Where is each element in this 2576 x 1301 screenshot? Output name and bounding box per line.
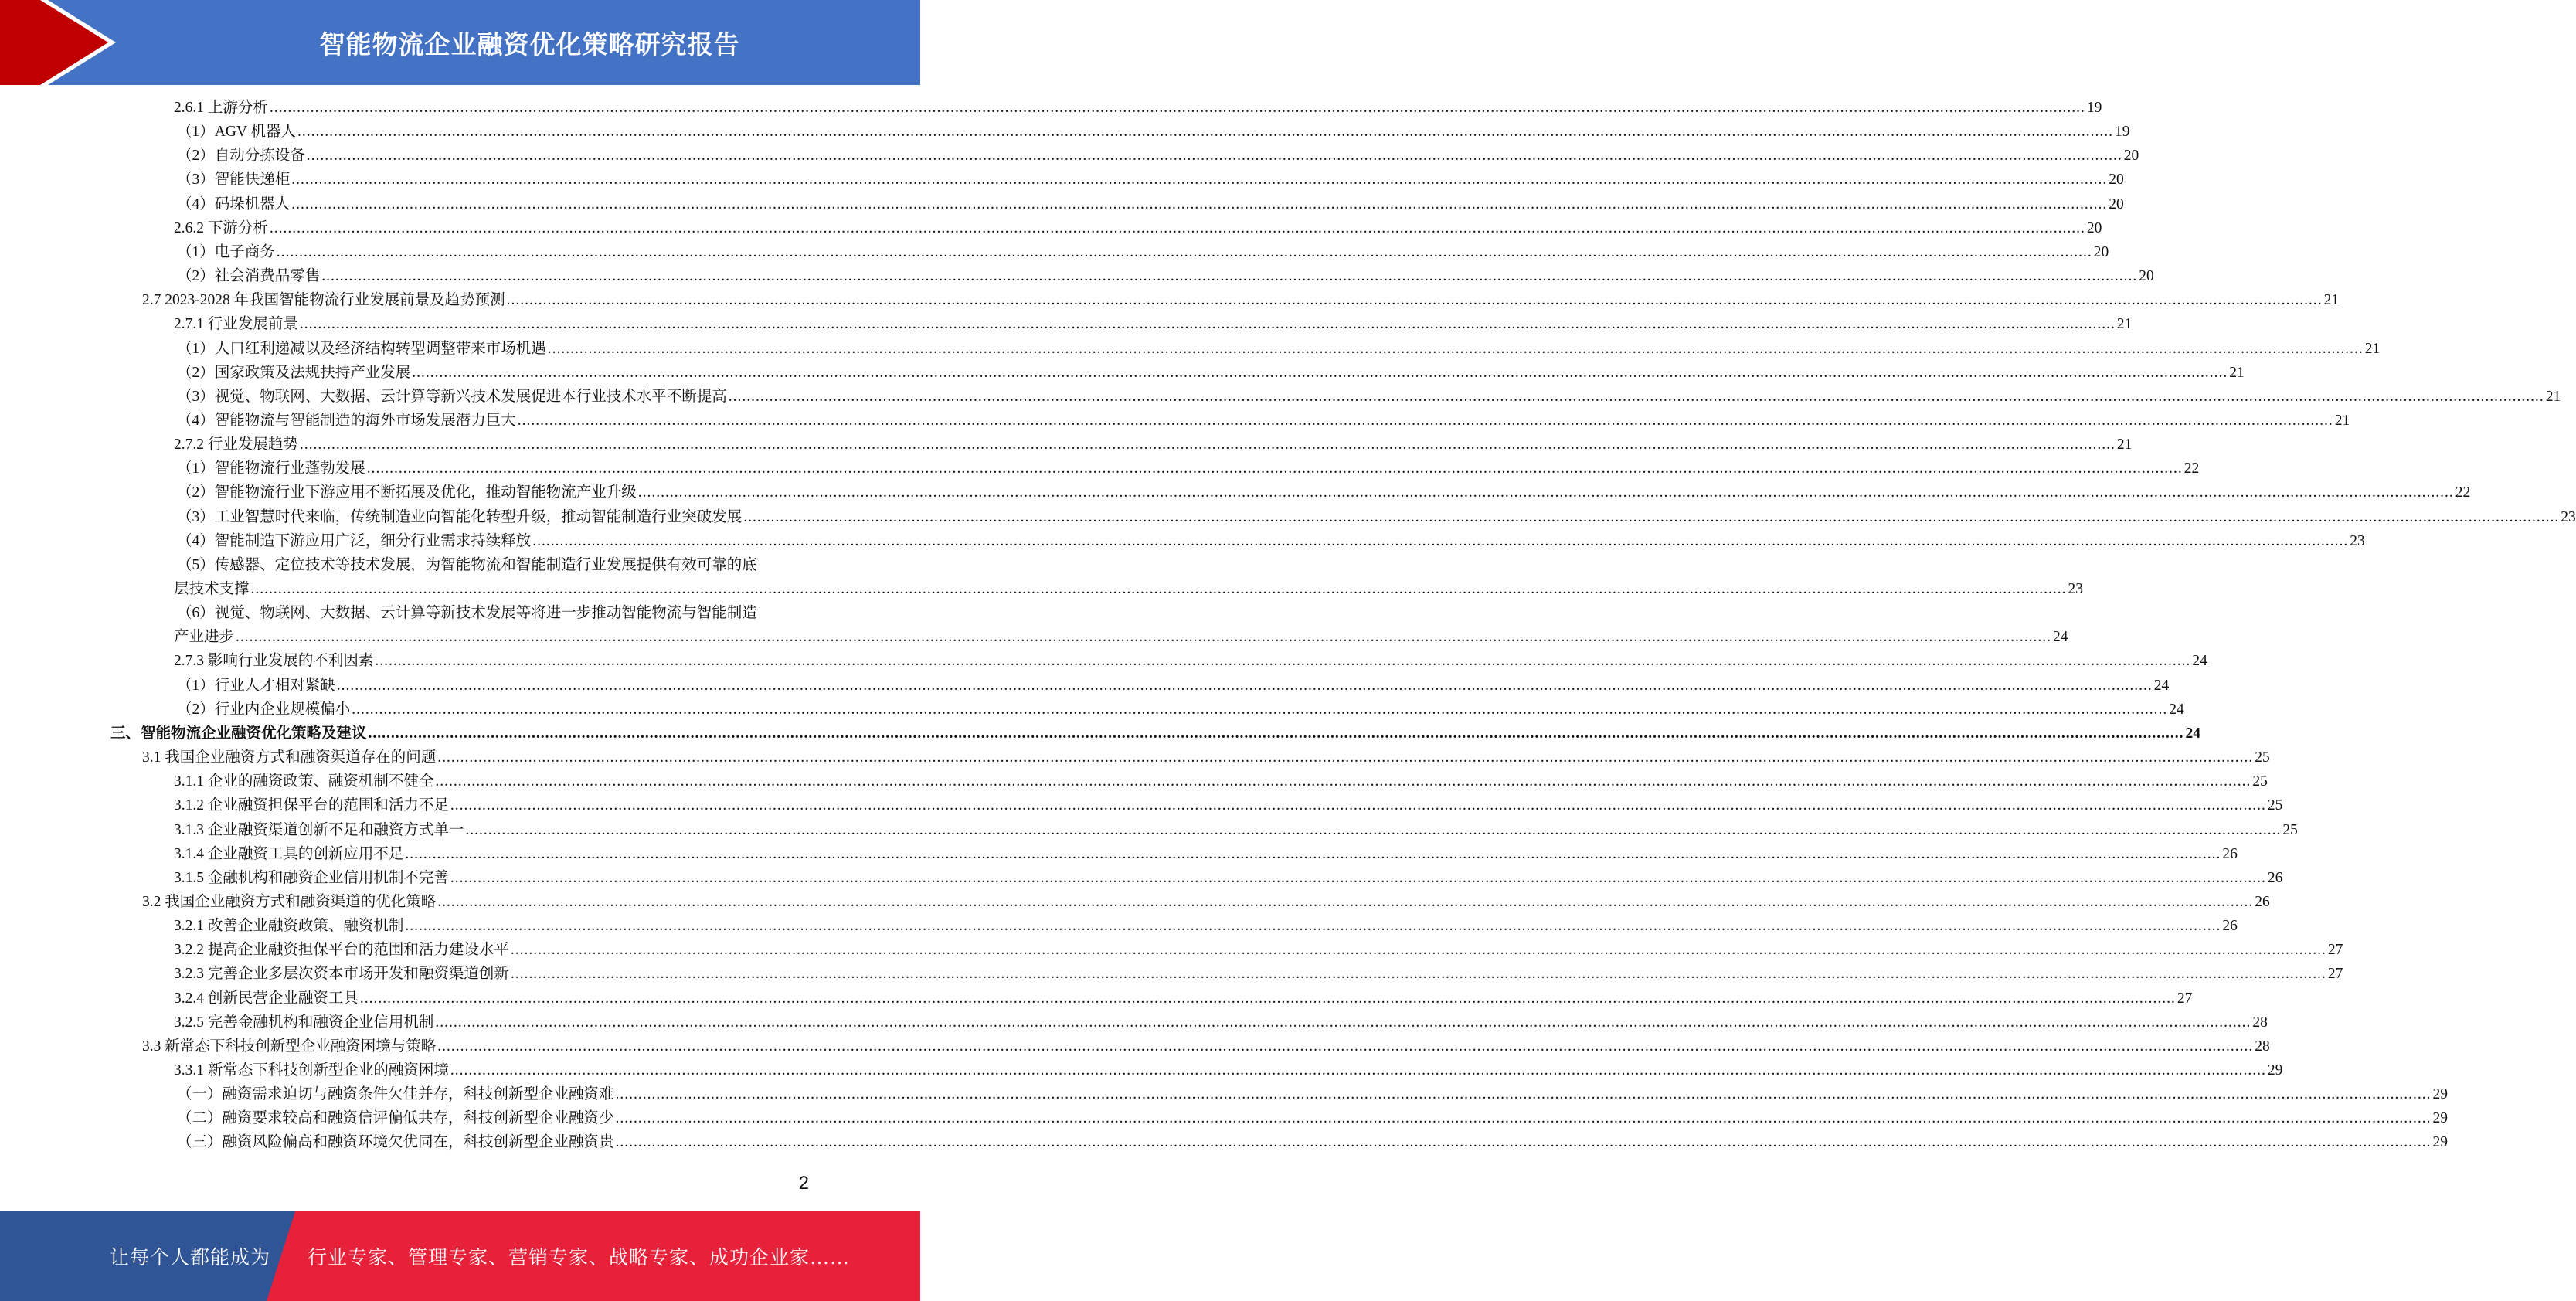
toc-entry-title: （4）智能制造下游应用广泛，细分行业需求持续释放	[177, 532, 532, 549]
toc-entry[interactable]	[174, 820, 2298, 841]
toc-page-number: 21	[2229, 364, 2245, 381]
toc-dot-leader: ................................................................................................................................................................................................................................................................................................................................................................................................................	[368, 725, 2184, 742]
toc-page-number: 24	[2153, 677, 2170, 694]
toc-page-number: 21	[2116, 436, 2133, 453]
toc-entry[interactable]	[177, 1109, 2449, 1129]
toc-entry[interactable]	[174, 844, 2238, 865]
toc-entry-title: 3.2 我国企业融资方式和融资渠道的优化策略	[142, 893, 437, 910]
toc-entry-title: 2.6.2 下游分析	[174, 219, 268, 236]
toc-page-number: 26	[2222, 918, 2238, 935]
toc-entry[interactable]	[142, 892, 2270, 912]
toc-entry-title: （2）国家政策及法规扶持产业发展	[177, 364, 411, 381]
toc-dot-leader: ................................................................................................................................................................................................................................................................................................................................................................................................................	[276, 243, 2092, 260]
toc-page-number: 23	[2068, 581, 2084, 597]
toc-dot-leader: ................................................................................................................................................................................................................................................................................................................................................................................................................	[336, 677, 2153, 694]
toc-entry-title: 产业进步	[174, 629, 235, 646]
toc-page-number: 19	[2115, 124, 2130, 141]
toc-entry-title: 3.1.5 金融机构和融资企业信用机制不完善	[174, 869, 449, 886]
toc-dot-leader: ................................................................................................................................................................................................................................................................................................................................................................................................................	[615, 1086, 2432, 1103]
toc-page-number: 21	[2545, 388, 2561, 405]
toc-entry-title: （一）融资需求迫切与融资条件欠佳并存，科技创新型企业融资难	[177, 1086, 614, 1103]
toc-entry[interactable]	[177, 363, 2245, 383]
toc-dot-leader: ................................................................................................................................................................................................................................................................................................................................................................................................................	[269, 100, 2085, 116]
page-footer	[0, 1211, 920, 1301]
toc-page-number: 26	[2255, 893, 2270, 910]
toc-dot-leader: ................................................................................................................................................................................................................................................................................................................................................................................................................	[437, 749, 2254, 766]
toc-entry-title: 3.1.1 企业的融资政策、融资机制不健全	[174, 773, 434, 790]
toc-dot-leader: ................................................................................................................................................................................................................................................................................................................................................................................................................	[547, 340, 2364, 357]
toc-entry-title: 3.2.5 完善金融机构和融资企业信用机制	[174, 1014, 434, 1031]
toc-entry-title: 2.6.1 上游分析	[174, 100, 268, 116]
toc-entry[interactable]	[142, 1037, 2270, 1057]
toc-entry[interactable]	[110, 724, 2201, 744]
toc-entry[interactable]	[174, 314, 2133, 335]
toc-dot-leader: ................................................................................................................................................................................................................................................................................................................................................................................................................	[435, 1014, 2251, 1031]
toc-dot-leader: ................................................................................................................................................................................................................................................................................................................................................................................................................	[297, 124, 2114, 141]
toc-page-number: 29	[2432, 1134, 2449, 1151]
toc-dot-leader: ................................................................................................................................................................................................................................................................................................................................................................................................................	[405, 845, 2221, 862]
toc-entry-title: （2）社会消费品零售	[177, 268, 321, 285]
toc-entry[interactable]	[174, 1061, 2283, 1081]
toc-dot-leader: ................................................................................................................................................................................................................................................................................................................................................................................................................	[728, 388, 2544, 405]
toc-page-number: 21	[2116, 316, 2133, 333]
footer-slogan-right: 行业专家、管理专家、营销专家、战略专家、成功企业家……	[308, 1248, 851, 1269]
toc-entry-title: （5）传感器、定位技术等技术发展，为智能物流和智能制造行业发展提供有效可靠的底	[177, 556, 757, 573]
toc-entry-title: （4）智能物流与智能制造的海外市场发展潜力巨大	[177, 412, 516, 429]
toc-entry[interactable]	[174, 940, 2343, 960]
toc-entry[interactable]	[177, 387, 2561, 407]
toc-page-number: 23	[2561, 508, 2576, 525]
toc-dot-leader: ................................................................................................................................................................................................................................................................................................................................................................................................................	[359, 990, 2176, 1007]
toc-entry-title: （2）自动分拣设备	[177, 148, 305, 165]
toc-page-number: 25	[2267, 797, 2283, 814]
toc-entry[interactable]	[174, 989, 2193, 1009]
toc-page-number: 25	[2282, 821, 2298, 838]
toc-entry[interactable]	[174, 1013, 2268, 1033]
toc-entry-title: 2.7.3 影响行业发展的不利因素	[174, 653, 374, 670]
footer-slogan-left: 让每个人都能成为	[110, 1248, 271, 1269]
toc-entry-title: 三、智能物流企业融资优化策略及建议	[110, 725, 367, 742]
toc-dot-leader: ................................................................................................................................................................................................................................................................................................................................................................................................................	[743, 508, 2560, 525]
toc-page-number: 28	[2252, 1014, 2268, 1031]
toc-page-number: 20	[2109, 172, 2124, 189]
toc-page-number: 21	[2364, 340, 2381, 357]
toc-dot-leader: ................................................................................................................................................................................................................................................................................................................................................................................................................	[321, 268, 2138, 285]
toc-entry[interactable]	[177, 508, 2576, 528]
toc-page-number: 27	[2177, 990, 2193, 1007]
toc-dot-leader: ................................................................................................................................................................................................................................................................................................................................................................................................................	[506, 292, 2323, 309]
toc-dot-leader: ................................................................................................................................................................................................................................................................................................................................................................................................................	[405, 918, 2221, 935]
toc-entry[interactable]	[177, 122, 2130, 142]
toc-page-number: 24	[2192, 653, 2207, 670]
toc-entry-title: 3.3.1 新常态下科技创新型企业的融资困境	[174, 1062, 449, 1079]
toc-entry-title: （1）智能物流行业蓬勃发展	[177, 460, 365, 477]
toc-entry[interactable]	[177, 532, 2365, 552]
toc-dot-leader: ................................................................................................................................................................................................................................................................................................................................................................................................................	[269, 219, 2085, 236]
toc-entry[interactable]	[177, 700, 2184, 720]
toc-dot-leader: ................................................................................................................................................................................................................................................................................................................................................................................................................	[366, 460, 2183, 477]
toc-entry[interactable]	[174, 98, 2102, 118]
toc-entry-title: 3.2.2 提高企业融资担保平台的范围和活力建设水平	[174, 942, 509, 959]
toc-page-number: 21	[2323, 292, 2340, 309]
toc-page-number: 24	[2053, 629, 2068, 646]
toc-page-number: 29	[2432, 1110, 2449, 1127]
toc-entry[interactable]	[174, 219, 2102, 239]
toc-entry-title: （4）码垛机器人	[177, 195, 291, 212]
toc-entry-title: （3）视觉、物联网、大数据、云计算等新兴技术发展促进本行业技术水平不断提高	[177, 388, 727, 405]
toc-dot-leader: ................................................................................................................................................................................................................................................................................................................................................................................................................	[437, 1038, 2254, 1055]
toc-dot-leader: ................................................................................................................................................................................................................................................................................................................................................................................................................	[412, 364, 2228, 381]
toc-page-number: 24	[2185, 725, 2201, 742]
toc-entry[interactable]	[177, 170, 2124, 190]
toc-dot-leader: ................................................................................................................................................................................................................................................................................................................................................................................................................	[236, 629, 2052, 646]
toc-entry-title: 3.2.1 改善企业融资政策、融资机制	[174, 918, 404, 935]
toc-page-number: 20	[2139, 268, 2154, 285]
toc-dot-leader: ................................................................................................................................................................................................................................................................................................................................................................................................................	[306, 148, 2122, 165]
toc-entry[interactable]	[174, 868, 2283, 888]
toc-page-number: 20	[2109, 195, 2124, 212]
toc-entry[interactable]	[177, 243, 2109, 263]
toc-page-number: 27	[2327, 942, 2343, 959]
page-number: 2	[798, 1173, 809, 1194]
toc-entry-title: 3.2.3 完善企业多层次资本市场开发和融资渠道创新	[174, 966, 509, 983]
toc-entry-title: 3.2.4 创新民营企业融资工具	[174, 990, 359, 1007]
toc-entry[interactable]	[174, 651, 2207, 671]
toc-entry-title: （3）工业智慧时代来临，传统制造业向智能化转型升级，推动智能制造行业突破发展	[177, 508, 743, 525]
toc-entry-title: 层技术支撑	[174, 581, 250, 597]
toc-entry-title: （2）行业内企业规模偏小	[177, 701, 351, 718]
toc-page-number: 23	[2350, 532, 2365, 549]
toc-entry-title: （1）人口红利递减以及经济结构转型调整带来市场机遇	[177, 340, 546, 357]
toc-entry[interactable]	[177, 1085, 2449, 1105]
toc-entry-title: （1）电子商务	[177, 243, 275, 260]
toc-entry-title: 2.7.1 行业发展前景	[174, 316, 298, 333]
toc-entry-title: 3.1 我国企业融资方式和融资渠道存在的问题	[142, 749, 437, 766]
toc-page-number: 29	[2432, 1086, 2449, 1103]
toc-entry-title: （1）行业人才相对紧缺	[177, 677, 335, 694]
toc-entry-title: （1）AGV 机器人	[177, 124, 297, 141]
toc-dot-leader: ................................................................................................................................................................................................................................................................................................................................................................................................................	[291, 172, 2108, 189]
toc-dot-leader: ................................................................................................................................................................................................................................................................................................................................................................................................................	[615, 1134, 2432, 1151]
toc-dot-leader: ................................................................................................................................................................................................................................................................................................................................................................................................................	[375, 653, 2191, 670]
toc-dot-leader: ................................................................................................................................................................................................................................................................................................................................................................................................................	[532, 532, 2349, 549]
toc-entry[interactable]	[142, 290, 2340, 311]
toc-entry[interactable]	[174, 579, 2084, 600]
toc-dot-leader: ................................................................................................................................................................................................................................................................................................................................................................................................................	[435, 773, 2251, 790]
toc-page-number: 21	[2334, 412, 2350, 429]
toc-entry-title: 3.1.3 企业融资渠道创新不足和融资方式单一	[174, 821, 464, 838]
toc-dot-leader: ................................................................................................................................................................................................................................................................................................................................................................................................................	[510, 942, 2326, 959]
toc-entry[interactable]	[174, 964, 2343, 984]
toc-entry-title: （2）智能物流行业下游应用不断拓展及优化，推动智能物流产业升级	[177, 484, 637, 501]
toc-entry-title: 3.3 新常态下科技创新型企业融资困境与策略	[142, 1038, 437, 1055]
toc-page-number: 20	[2086, 219, 2102, 236]
toc-dot-leader: ................................................................................................................................................................................................................................................................................................................................................................................................................	[510, 966, 2326, 983]
toc-entry[interactable]	[174, 435, 2133, 455]
toc-dot-leader: ................................................................................................................................................................................................................................................................................................................................................................................................................	[450, 869, 2266, 886]
toc-page-number: 22	[2455, 484, 2471, 501]
toc-entry-title: 3.1.4 企业融资工具的创新应用不足	[174, 845, 404, 862]
toc-page-number: 20	[2093, 243, 2109, 260]
toc-entry-title: （三）融资风险偏高和融资环境欠优同在，科技创新型企业融资贵	[177, 1134, 614, 1151]
toc-dot-leader: ................................................................................................................................................................................................................................................................................................................................................................................................................	[465, 821, 2282, 838]
red-arrow-icon	[0, 0, 124, 85]
toc-page-number: 27	[2327, 966, 2343, 983]
toc-entry[interactable]	[177, 267, 2154, 287]
toc-entry[interactable]	[177, 1133, 2449, 1153]
toc-entry[interactable]	[177, 676, 2170, 696]
toc-entry-title: （二）融资要求较高和融资信评偏低共存，科技创新型企业融资少	[177, 1110, 614, 1127]
toc-entry[interactable]	[174, 916, 2238, 936]
toc-dot-leader: ................................................................................................................................................................................................................................................................................................................................................................................................................	[250, 581, 2067, 597]
toc-entry[interactable]	[177, 483, 2471, 503]
toc-dot-leader: ................................................................................................................................................................................................................................................................................................................................................................................................................	[291, 195, 2108, 212]
toc-entry-title: （3）智能快递柜	[177, 172, 291, 189]
toc-dot-leader: ................................................................................................................................................................................................................................................................................................................................................................................................................	[352, 701, 2168, 718]
toc-entry[interactable]	[177, 339, 2381, 359]
toc-page-number: 22	[2183, 460, 2200, 477]
toc-dot-leader: ................................................................................................................................................................................................................................................................................................................................................................................................................	[450, 1062, 2266, 1079]
toc-dot-leader: ................................................................................................................................................................................................................................................................................................................................................................................................................	[437, 893, 2254, 910]
toc-entry-title: 2.7 2023-2028 年我国智能物流行业发展前景及趋势预测	[142, 292, 505, 309]
toc-dot-leader: ................................................................................................................................................................................................................................................................................................................................................................................................................	[517, 412, 2333, 429]
toc-page-number: 28	[2255, 1038, 2270, 1055]
toc-dot-leader: ................................................................................................................................................................................................................................................................................................................................................................................................................	[615, 1110, 2432, 1127]
toc-entry-title: 3.1.2 企业融资担保平台的范围和活力不足	[174, 797, 449, 814]
toc-entry[interactable]	[177, 195, 2124, 215]
toc-page-number: 26	[2222, 845, 2238, 862]
page-header	[0, 0, 920, 85]
toc-dot-leader: ................................................................................................................................................................................................................................................................................................................................................................................................................	[299, 316, 2116, 333]
toc-entry[interactable]	[177, 459, 2200, 479]
toc-entry[interactable]	[142, 748, 2270, 768]
toc-entry-title: 2.7.2 行业发展趋势	[174, 436, 298, 453]
toc-entry[interactable]	[174, 796, 2283, 816]
toc-dot-leader: ................................................................................................................................................................................................................................................................................................................................................................................................................	[637, 484, 2454, 501]
toc-dot-leader: ................................................................................................................................................................................................................................................................................................................................................................................................................	[450, 797, 2266, 814]
toc-page-number: 25	[2255, 749, 2270, 766]
toc-page-number: 26	[2267, 869, 2283, 886]
toc-page-number: 25	[2252, 773, 2268, 790]
toc-entry[interactable]	[174, 627, 2068, 647]
toc-entry[interactable]	[177, 411, 2350, 431]
toc-page-number: 29	[2267, 1062, 2283, 1079]
toc-page-number: 19	[2086, 100, 2102, 116]
toc-page-number: 20	[2123, 148, 2139, 165]
report-title: 智能物流企业融资优化策略研究报告	[319, 29, 740, 59]
toc-dot-leader: ................................................................................................................................................................................................................................................................................................................................................................................................................	[299, 436, 2116, 453]
toc-entry-title: （6）视觉、物联网、大数据、云计算等新技术发展等将进一步推动智能物流与智能制造	[177, 605, 757, 622]
toc-entry[interactable]	[174, 772, 2268, 792]
toc-page-number: 24	[2169, 701, 2184, 718]
toc-entry[interactable]	[177, 146, 2139, 166]
